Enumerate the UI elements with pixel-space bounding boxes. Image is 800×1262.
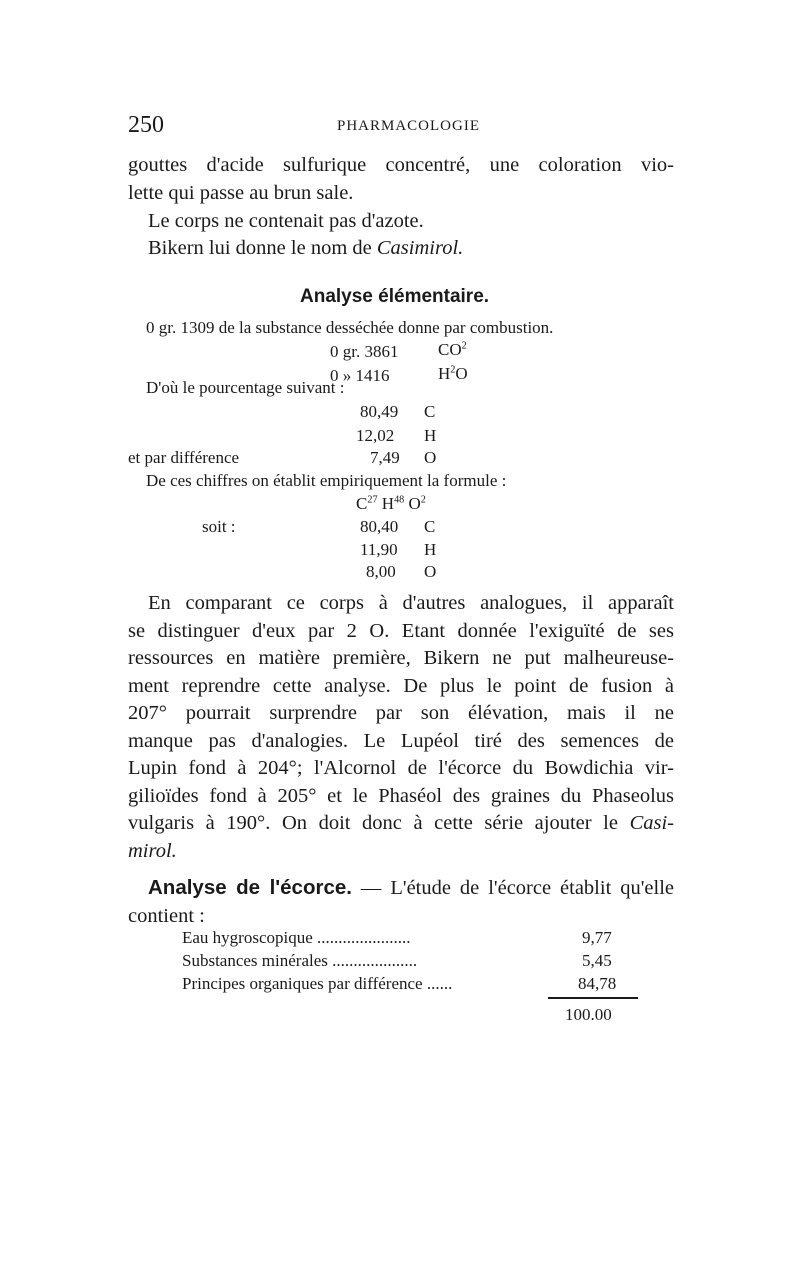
formula-part: CO	[438, 340, 462, 359]
text-line: lette qui passe au brun sale.	[128, 181, 354, 204]
calc-c-element: C	[424, 517, 436, 536]
compound-name: Casi-	[629, 812, 674, 834]
result-co2-value: 0 gr. 3861	[330, 342, 399, 361]
composition-row	[182, 974, 452, 994]
percent-c-element: C	[424, 402, 436, 421]
percent-h-element: H	[424, 426, 437, 445]
text-line: ressources en matière première, Bikern ne put malheureuse-	[128, 647, 674, 669]
bark-analysis-heading: Analyse de l'écorce.	[148, 876, 352, 899]
text-line: En comparant ce corps à d'autres analogues, il apparaît	[148, 592, 674, 614]
soit-label: soit :	[202, 517, 236, 536]
composition-row	[182, 951, 417, 971]
text-line: gouttes d'acide sulfurique concentré, une coloration vio-	[128, 154, 674, 176]
composition-total: 100.00	[565, 1005, 612, 1024]
paragraph-name	[148, 235, 463, 263]
text-line	[128, 810, 674, 838]
paragraph-continuation	[128, 152, 674, 207]
running-title: PHARMACOLOGIE	[337, 118, 481, 134]
empirical-formula	[356, 494, 426, 514]
sum-rule	[548, 997, 638, 999]
composition-value: 84,78	[578, 974, 617, 993]
calc-o-element: O	[424, 562, 437, 581]
paragraph-azote: Le corps ne contenait pas d'azote.	[148, 210, 424, 232]
calc-h-element: H	[424, 540, 437, 559]
text-line: 207° pourrait surprendre par son élévation, mais il ne	[128, 702, 674, 724]
leader-dots: ......	[422, 974, 453, 993]
percent-o-element: O	[424, 448, 437, 467]
text-line: gilioïdes fond à 205° et le Phaséol des graines du Phaseolus	[128, 784, 674, 807]
calc-h-value: 11,90	[360, 540, 398, 559]
composition-value: 9,77	[582, 928, 612, 947]
text-line: Lupin fond à 204°; l'Alcornol de l'écorce du Bowdichia vir-	[128, 757, 674, 779]
text-line: ment reprendre cette analyse. De plus le point de fusion à	[128, 674, 674, 697]
calc-c-value: 80,40	[360, 517, 399, 536]
text-run: Bikern lui donne le nom de	[148, 237, 372, 259]
formula-part: H	[438, 364, 451, 383]
percent-h-value: 12,02	[356, 426, 395, 445]
formula-subscript: 2	[450, 364, 456, 376]
formula-part: C	[356, 494, 368, 513]
paragraph-comparison	[128, 590, 674, 865]
formula-part: H	[381, 494, 395, 513]
paragraph-bark-analysis	[128, 874, 674, 930]
calc-o-value: 8,00	[366, 562, 396, 581]
text-line: se distinguer d'eux par 2 O. Etant donnée l'exiguïté de ses	[128, 619, 674, 642]
text-line	[128, 874, 674, 903]
formula-part: O	[455, 364, 468, 383]
text-line: mirol.	[128, 839, 177, 862]
leader-dots: ......................	[312, 928, 411, 947]
percent-o-value: 7,49	[370, 448, 400, 467]
formula-intro: De ces chiffres on établit empiriquement la formule :	[146, 471, 507, 490]
compound-name: Casimirol.	[376, 237, 464, 259]
text-line: manque pas d'analogies. Le Lupéol tiré des semences de	[128, 729, 674, 752]
combustion-line: 0 gr. 1309 de la substance desséchée donne par combustion.	[146, 318, 554, 337]
percentage-intro: D'où le pourcentage suivant :	[146, 378, 345, 397]
text-run: vulgaris à 190°. On doit donc à cette série ajouter le	[128, 812, 618, 834]
composition-value: 5,45	[582, 951, 612, 970]
section-heading-elementary-analysis: Analyse élémentaire.	[300, 286, 490, 307]
percent-c-value: 80,49	[360, 402, 399, 421]
difference-label: et par différence	[128, 448, 240, 467]
text-line: contient :	[128, 904, 205, 927]
row-label: Eau hygroscopique	[182, 928, 313, 947]
row-label: Principes organiques par différence	[182, 974, 423, 993]
formula-subscript: 2	[461, 340, 467, 352]
result-h2o-value: 0 » 1416	[330, 366, 390, 385]
formula-subscript: 48	[394, 494, 405, 506]
result-co2-formula	[438, 340, 467, 360]
composition-row	[182, 928, 411, 948]
text-run: — L'étude de l'écorce établit qu'elle	[351, 877, 674, 899]
row-label: Substances minérales	[182, 951, 328, 970]
result-h2o-formula	[438, 364, 468, 384]
formula-part: O	[408, 494, 421, 513]
page-number: 250	[128, 112, 164, 138]
formula-subscript: 2	[420, 494, 426, 506]
leader-dots: ....................	[327, 951, 418, 970]
formula-subscript: 27	[367, 494, 378, 506]
